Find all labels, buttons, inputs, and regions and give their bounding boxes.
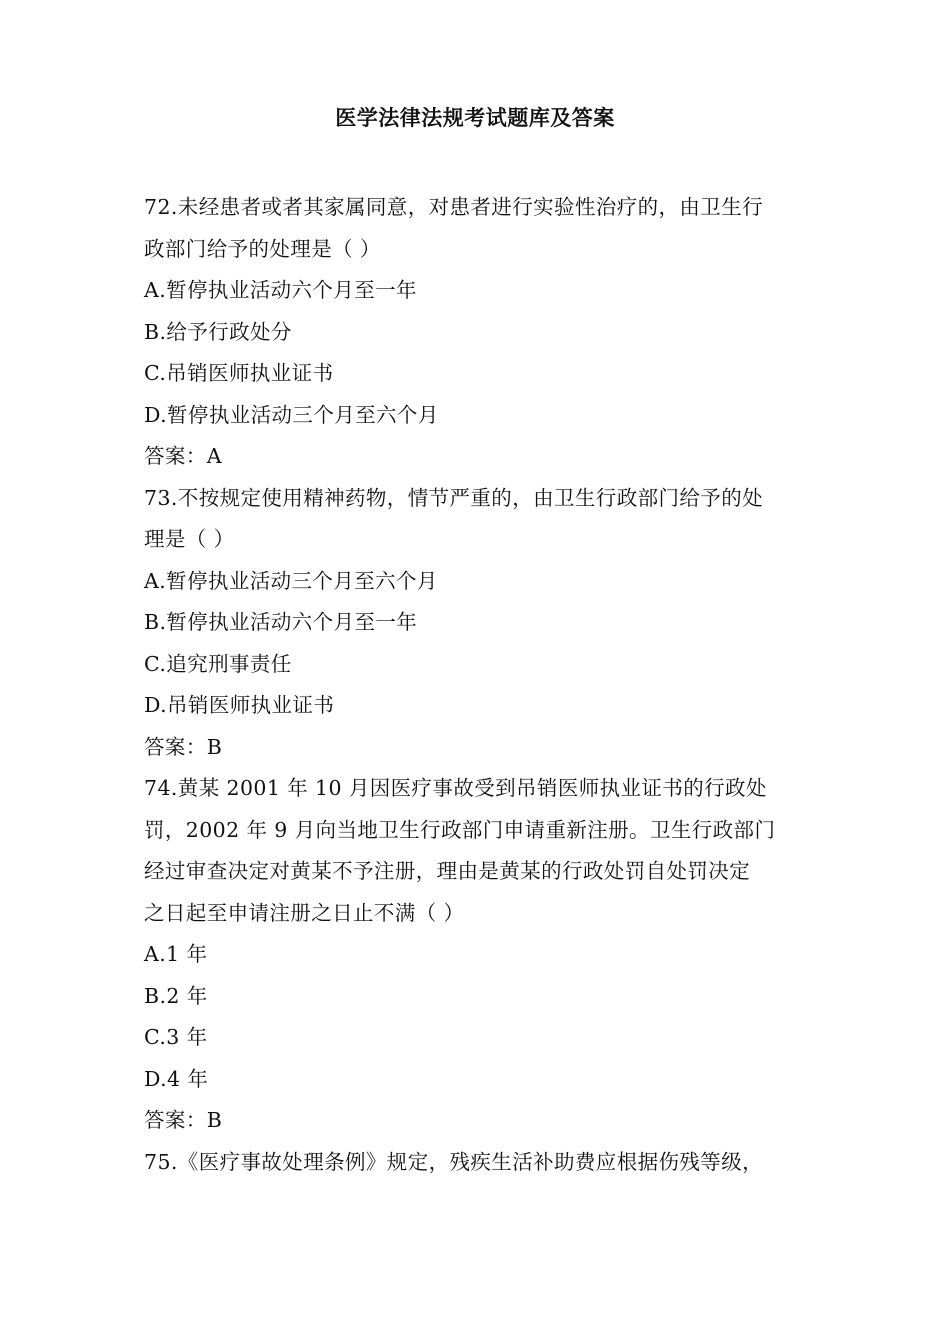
answer-line: 答案：A bbox=[144, 444, 222, 468]
answer-line: 答案：B bbox=[144, 734, 223, 759]
text-line: 75.《医疗事故处理条例》规定，残疾生活补助费应根据伤残等级， bbox=[144, 1149, 763, 1174]
page-title: 医学法律法规考试题库及答案 bbox=[335, 106, 615, 130]
text-line: 之日起至申请注册之日止不满（ ） bbox=[144, 900, 465, 925]
option-line: B.给予行政处分 bbox=[144, 319, 292, 344]
option-line: D.4 年 bbox=[144, 1066, 209, 1091]
option-line: C.追究刑事责任 bbox=[144, 651, 292, 676]
text-line: 73.不按规定使用精神药物，情节严重的，由卫生行政部门给予的处 bbox=[144, 485, 763, 510]
text-line: 理是（ ） bbox=[144, 527, 235, 551]
option-line: B.2 年 bbox=[144, 983, 208, 1008]
option-line: C.吊销医师执业证书 bbox=[144, 361, 334, 385]
text-line: 72.未经患者或者其家属同意，对患者进行实验性治疗的，由卫生行 bbox=[144, 195, 763, 219]
option-line: B.暂停执业活动六个月至一年 bbox=[144, 610, 418, 634]
text-line: 罚，2002 年 9 月向当地卫生行政部门申请重新注册。卫生行政部门 bbox=[144, 817, 776, 842]
option-line: A.暂停执业活动六个月至一年 bbox=[144, 278, 417, 302]
answer-line: 答案：B bbox=[144, 1108, 223, 1132]
question-content bbox=[144, 187, 814, 1183]
text-line: 74.黄某 2001 年 10 月因医疗事故受到吊销医师执业证书的行政处 bbox=[144, 776, 767, 800]
option-line: C.3 年 bbox=[144, 1025, 208, 1049]
option-line: A.暂停执业活动三个月至六个月 bbox=[144, 568, 438, 593]
option-line: D.暂停执业活动三个月至六个月 bbox=[144, 402, 439, 427]
option-line: A.1 年 bbox=[144, 942, 208, 966]
text-line: 政部门给予的处理是（ ） bbox=[144, 236, 381, 261]
option-line: D.吊销医师执业证书 bbox=[144, 693, 335, 717]
text-line: 经过审查决定对黄某不予注册，理由是黄某的行政处罚自处罚决定 bbox=[144, 859, 751, 883]
